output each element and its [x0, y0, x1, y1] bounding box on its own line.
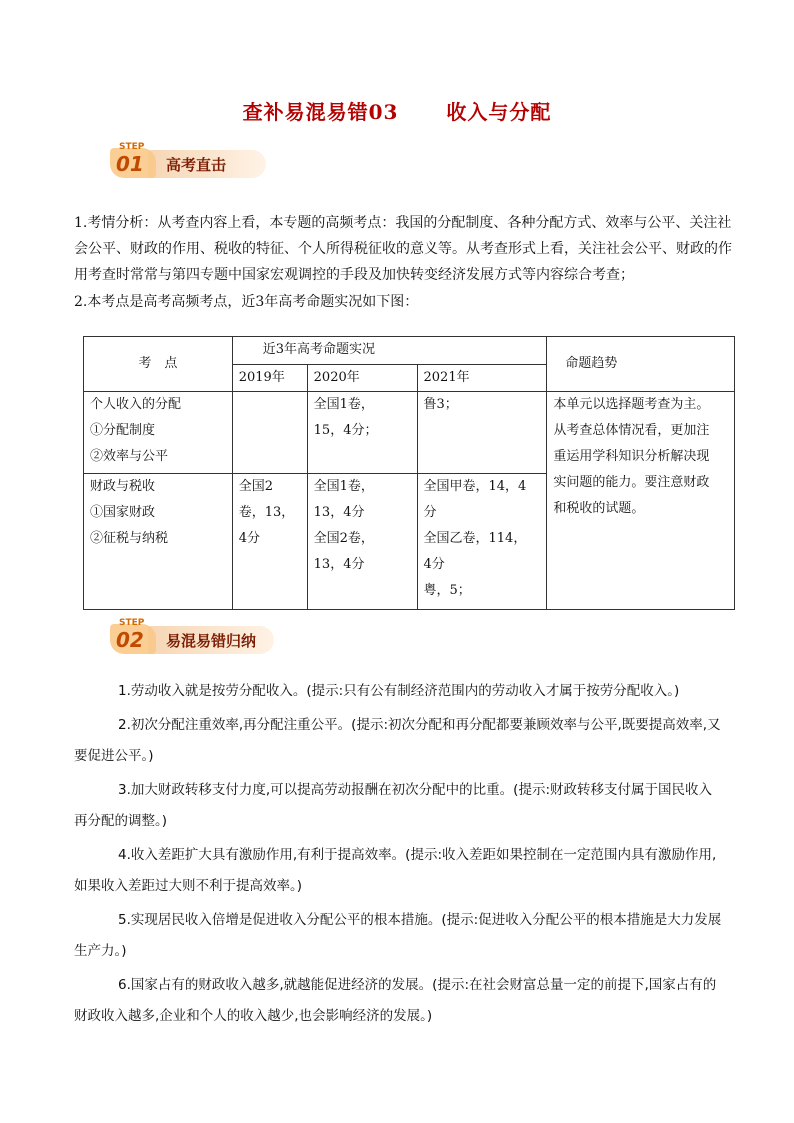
confusion-list [74, 676, 724, 1035]
title-left: 查补易混易错03 [242, 100, 399, 124]
header-2020: 2020年 [307, 365, 417, 392]
page-title [0, 96, 794, 125]
list-item: 1.劳动收入就是按劳分配收入。(提示:只有公有制经济范围内的劳动收入才属于按劳分配收入。) [118, 683, 680, 699]
step-02-label: 易混易错归纳 [166, 632, 257, 650]
list-item: 6.国家占有的财政收入越多,就越能促进经济的发展。(提示:在社会财富总量一定的前提下,国家占有的财政收入越多,企业和个人的收入越少,也会影响经济的发展。) [74, 977, 717, 1024]
step-02-pill [148, 626, 274, 654]
step-02-number: 02 [116, 628, 144, 652]
step-01-label: 高考直击 [166, 156, 227, 174]
step-02-word: STEP [119, 618, 145, 628]
row1-2020: 全国1卷， 15，4分； [307, 392, 417, 474]
title-right: 收入与分配 [446, 100, 552, 124]
header-kaodian: 考 点 [84, 337, 233, 392]
row2-2020: 全国1卷， 13，4分 全国2卷， 13，4分 [307, 474, 417, 610]
step-01-word: STEP [119, 142, 145, 152]
list-item: 5.实现居民收入倍增是促进收入分配公平的根本措施。(提示:促进收入分配公平的根本措施是大力发展生产力。) [74, 912, 722, 959]
list-item: 3.加大财政转移支付力度,可以提高劳动报酬在初次分配中的比重。(提示:财政转移支付属于国民收入再分配的调整。) [74, 782, 712, 829]
list-item: 4.收入差距扩大具有激励作用,有利于提高效率。(提示:收入差距如果控制在一定范围内具有激励作用,如果收入差距过大则不利于提高效率。) [74, 847, 717, 894]
step-01-pill [148, 150, 266, 178]
header-2019: 2019年 [232, 365, 307, 392]
step-02-header [110, 618, 270, 658]
list-item: 2.初次分配注重效率,再分配注重公平。(提示:初次分配和再分配都要兼顾效率与公平,既要提高效率,又要促进公平。) [74, 717, 721, 764]
table-row [84, 392, 735, 474]
header-2021: 2021年 [417, 365, 547, 392]
trend-cell: 本单元以选择题考查为主。 从考查总体情况看，更加注 重运用学科知识分析解决现 实问题的能力。要注意财政 和税收的试题。 [547, 392, 735, 610]
row1-topic: 个人收入的分配 ①分配制度 ②效率与公平 [84, 392, 233, 474]
row1-2019 [232, 392, 307, 474]
step-01-number: 01 [116, 152, 144, 176]
row2-topic: 财政与税收 ①国家财政 ②征税与纳税 [84, 474, 233, 610]
header-trend: 命题趋势 [547, 337, 735, 392]
intro-paragraph-1: 1.考情分析：从考查内容上看，本专题的高频考点：我国的分配制度、各种分配方式、效率与公平、关注社会公平、财政的作用、税收的特征、个人所得税征收的意义等。从考查形式上看，关注社会公平、财政的作用考查时常常与第四专题中国家宏观调控的手段及加快转变经济发展方式等内容综合考查； [74, 215, 732, 283]
row1-2021: 鲁3； [417, 392, 547, 474]
intro-paragraph-2: 2.本考点是高考高频考点，近3年高考命题实况如下图： [74, 294, 419, 310]
exam-table [83, 336, 735, 610]
row2-2019: 全国2 卷，13， 4分 [232, 474, 307, 610]
row2-2021: 全国甲卷，14，4 分 全国乙卷，114， 4分 粤，5； [417, 474, 547, 610]
step-01-header [110, 142, 270, 182]
step-02-badge-icon [110, 616, 160, 660]
header-recent: 近3年高考命题实况 [232, 337, 547, 365]
step-01-badge-icon [110, 140, 160, 184]
